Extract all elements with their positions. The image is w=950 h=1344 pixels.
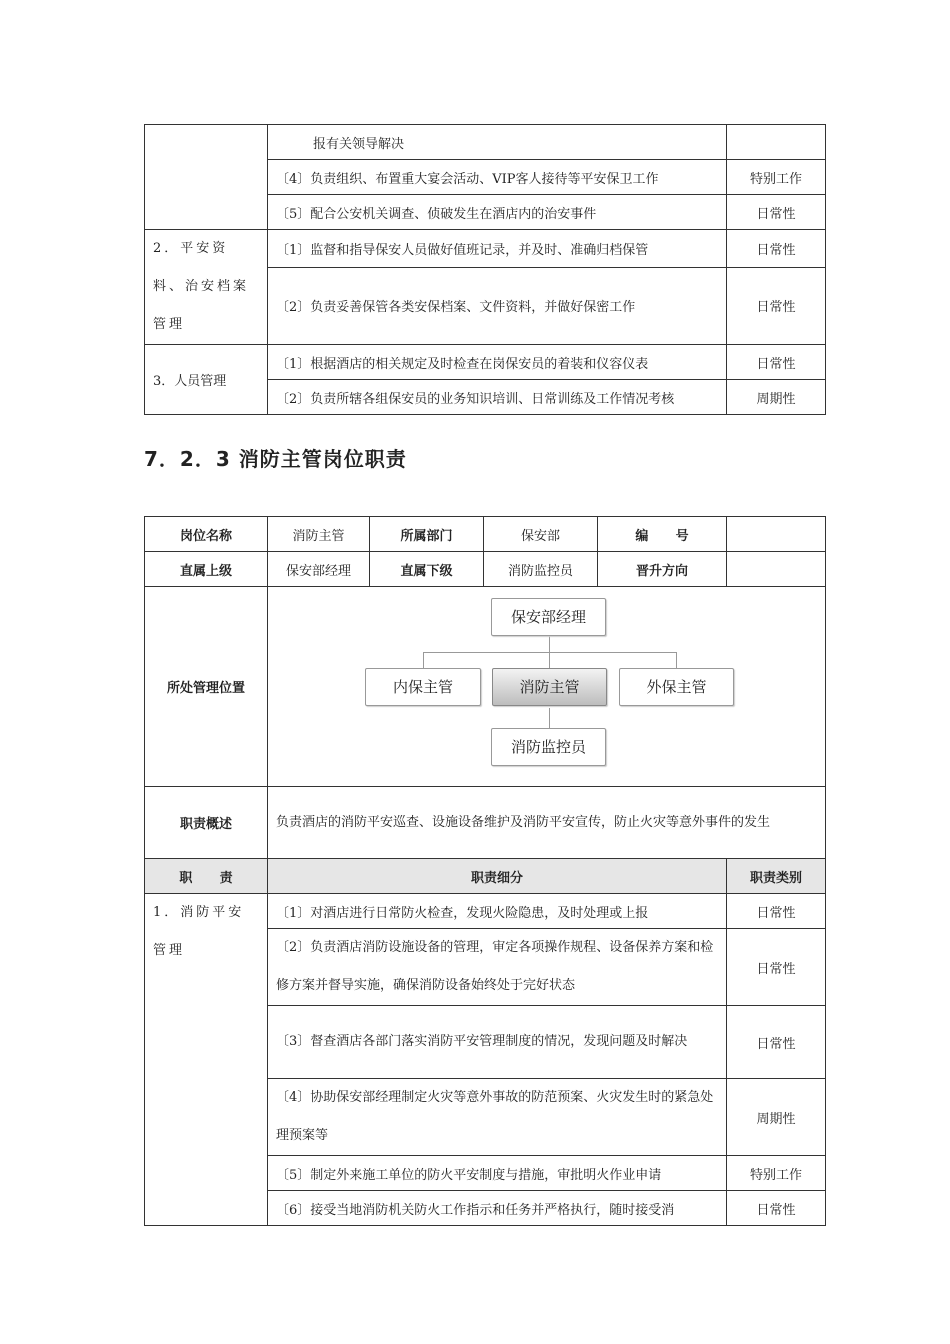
detail-cell: 〔1〕根据酒店的相关规定及时检查在岗保安员的着装和仪容仪表 bbox=[268, 345, 727, 380]
type-cell: 周期性 bbox=[727, 380, 826, 415]
detail-cell: 〔5〕配合公安机关调查、侦破发生在酒店内的治安事件 bbox=[268, 195, 727, 230]
table-row bbox=[145, 517, 826, 552]
detail-cell: 报有关领导解决 bbox=[268, 125, 727, 160]
type-cell: 日常性 bbox=[727, 195, 826, 230]
subordinate-value: 消防监控员 bbox=[484, 552, 598, 587]
number-label: 编 号 bbox=[598, 517, 727, 552]
table-row bbox=[145, 552, 826, 587]
org-node-external-security: 外保主管 bbox=[619, 668, 734, 706]
table-header-row bbox=[145, 859, 826, 894]
type-cell bbox=[727, 125, 826, 160]
type-cell: 特别工作 bbox=[727, 1156, 826, 1191]
promotion-label: 晋升方向 bbox=[598, 552, 727, 587]
org-node-internal-security: 内保主管 bbox=[365, 668, 481, 706]
type-cell: 日常性 bbox=[727, 894, 826, 929]
subordinate-label: 直属下级 bbox=[370, 552, 484, 587]
security-duties-table bbox=[144, 124, 826, 415]
duty-header: 职 责 bbox=[145, 859, 268, 894]
section-cell bbox=[145, 125, 268, 230]
department-value: 保安部 bbox=[484, 517, 598, 552]
section-heading: 7．2．3 消防主管岗位职责 bbox=[144, 447, 407, 471]
type-cell: 周期性 bbox=[727, 1079, 826, 1156]
position-name-value: 消防主管 bbox=[268, 517, 370, 552]
detail-cell: 〔2〕负责所辖各组保安员的业务知识培训、日常训练及工作情况考核 bbox=[268, 380, 727, 415]
table-row bbox=[145, 125, 826, 160]
department-label: 所属部门 bbox=[370, 517, 484, 552]
detail-cell: 〔4〕负责组织、布置重大宴会活动、VIP客人接待等平安保卫工作 bbox=[268, 160, 727, 195]
detail-cell: 〔5〕制定外来施工单位的防火平安制度与措施，审批明火作业申请 bbox=[268, 1156, 727, 1191]
table-row bbox=[145, 587, 826, 787]
promotion-value bbox=[727, 552, 826, 587]
detail-cell: 〔3〕督查酒店各部门落实消防平安管理制度的情况，发现问题及时解决 bbox=[268, 1006, 727, 1079]
type-cell: 日常性 bbox=[727, 230, 826, 268]
detail-header: 职责细分 bbox=[268, 859, 727, 894]
org-chart-cell bbox=[268, 587, 826, 787]
superior-label: 直属上级 bbox=[145, 552, 268, 587]
type-cell: 日常性 bbox=[727, 1006, 826, 1079]
detail-cell: 〔2〕负责酒店消防设施设备的管理，审定各项操作规程、设备保养方案和检修方案并督导实施，确保消防设备始终处于完好状态 bbox=[268, 929, 727, 1006]
table-row bbox=[145, 345, 826, 380]
type-cell: 日常性 bbox=[727, 1191, 826, 1226]
duty-section-cell: 1．消防平安管理 bbox=[145, 894, 268, 1226]
overview-label: 职责概述 bbox=[145, 787, 268, 859]
table-row bbox=[145, 894, 826, 929]
number-value bbox=[727, 517, 826, 552]
section-cell: 3．人员管理 bbox=[145, 345, 268, 415]
type-cell: 日常性 bbox=[727, 345, 826, 380]
section-cell: 2．平安资料、治安档案管理 bbox=[145, 230, 268, 345]
category-header: 职责类别 bbox=[727, 859, 826, 894]
org-node-manager: 保安部经理 bbox=[491, 598, 606, 636]
detail-cell: 〔1〕对酒店进行日常防火检查，发现火险隐患，及时处理或上报 bbox=[268, 894, 727, 929]
superior-value: 保安部经理 bbox=[268, 552, 370, 587]
position-name-label: 岗位名称 bbox=[145, 517, 268, 552]
type-cell: 日常性 bbox=[727, 267, 826, 344]
org-node-fire-monitor: 消防监控员 bbox=[491, 728, 606, 766]
org-node-fire-supervisor: 消防主管 bbox=[492, 668, 607, 706]
detail-cell: 〔4〕协助保安部经理制定火灾等意外事故的防范预案、火灾发生时的紧急处理预案等 bbox=[268, 1079, 727, 1156]
detail-cell: 〔6〕接受当地消防机关防火工作指示和任务并严格执行，随时接受消 bbox=[268, 1191, 727, 1226]
table-row bbox=[145, 787, 826, 859]
detail-cell: 〔2〕负责妥善保管各类安保档案、文件资料，并做好保密工作 bbox=[268, 267, 727, 344]
detail-cell: 〔1〕监督和指导保安人员做好值班记录，并及时、准确归档保管 bbox=[268, 230, 727, 268]
fire-supervisor-table bbox=[144, 516, 826, 1226]
overview-text: 负责酒店的消防平安巡查、设施设备维护及消防平安宣传，防止火灾等意外事件的发生 bbox=[268, 787, 826, 859]
type-cell: 特别工作 bbox=[727, 160, 826, 195]
org-position-label: 所处管理位置 bbox=[145, 587, 268, 787]
org-chart bbox=[268, 588, 825, 786]
table-row bbox=[145, 230, 826, 268]
type-cell: 日常性 bbox=[727, 929, 826, 1006]
